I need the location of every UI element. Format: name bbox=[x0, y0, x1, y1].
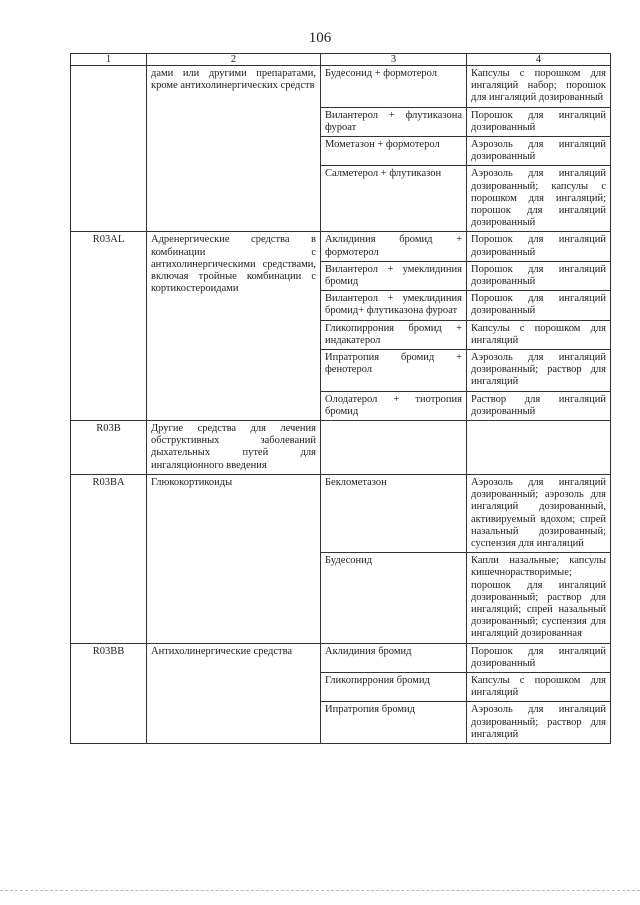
drug-name-cell: Беклометазон bbox=[321, 474, 467, 552]
atc-code-cell: R03BA bbox=[71, 474, 147, 643]
drug-name-cell: Будесонид bbox=[321, 553, 467, 643]
drug-name-cell bbox=[321, 421, 467, 475]
table-row bbox=[71, 474, 611, 552]
table-row bbox=[71, 421, 611, 475]
drug-name-cell: Мометазон + формотерол bbox=[321, 137, 467, 166]
group-description-cell: Другие средства для лечения обструктивных заболеваний дыхательных путей для ингаляционного введения bbox=[147, 421, 321, 475]
column-header: 3 bbox=[321, 54, 467, 66]
atc-code-cell: R03BB bbox=[71, 643, 147, 743]
drug-name-cell: Гликопиррония бромид + индакатерол bbox=[321, 320, 467, 349]
dosage-form-cell bbox=[467, 421, 611, 475]
page-number: 106 bbox=[308, 30, 332, 46]
drug-name-cell: Вилантерол + флутиказона фуроат bbox=[321, 107, 467, 136]
dosage-form-cell: Порошок для ингаляций дозированный bbox=[467, 643, 611, 672]
drug-name-cell: Ипратропия бромид + фенотерол bbox=[321, 350, 467, 392]
column-header: 1 bbox=[71, 54, 147, 66]
atc-code-cell: R03B bbox=[71, 421, 147, 475]
scan-artifact-line bbox=[0, 890, 640, 894]
header-row bbox=[71, 54, 611, 66]
atc-code-cell bbox=[71, 66, 147, 232]
dosage-form-cell: Аэрозоль для ингаляций дозированный bbox=[467, 137, 611, 166]
dosage-form-cell: Аэрозоль для ингаляций дозированный; раствор для ингаляций bbox=[467, 702, 611, 744]
group-description-cell: Глюкокортикоиды bbox=[147, 474, 321, 643]
dosage-form-cell: Капсулы с порошком для ингаляций bbox=[467, 320, 611, 349]
group-description-cell: дами или другими препаратами, кроме антихолинергических средств bbox=[147, 66, 321, 232]
drug-name-cell: Олодатерол + тиотропия бромид bbox=[321, 391, 467, 420]
drug-name-cell: Будесонид + формотерол bbox=[321, 66, 467, 108]
group-description-cell: Антихолинергические средства bbox=[147, 643, 321, 743]
dosage-form-cell: Раствор для ингаляций дозированный bbox=[467, 391, 611, 420]
drug-name-cell: Аклидиния бромид + формотерол bbox=[321, 232, 467, 261]
dosage-form-cell: Капсулы с порошком для ингаляций bbox=[467, 672, 611, 701]
atc-code-cell: R03AL bbox=[71, 232, 147, 421]
column-header: 2 bbox=[147, 54, 321, 66]
drug-name-cell: Салметерол + флутиказон bbox=[321, 166, 467, 232]
dosage-form-cell: Аэрозоль для ингаляций дозированный; капсулы с порошком для ингаляций; порошок для ингаляций дозированный bbox=[467, 166, 611, 232]
column-header: 4 bbox=[467, 54, 611, 66]
table-row bbox=[71, 66, 611, 108]
drug-table bbox=[70, 53, 611, 744]
drug-name-cell: Гликопиррония бромид bbox=[321, 672, 467, 701]
dosage-form-cell: Порошок для ингаляций дозированный bbox=[467, 232, 611, 261]
dosage-form-cell: Капли назальные; капсулы кишечнорастворимые; порошок для ингаляций дозированный; раствор для ингаляций; спрей назальный дозированный; суспензия для ингаляций дозированная bbox=[467, 553, 611, 643]
dosage-form-cell: Порошок для ингаляций дозированный bbox=[467, 261, 611, 290]
table-row bbox=[71, 643, 611, 672]
dosage-form-cell: Аэрозоль для ингаляций дозированный; аэрозоль для ингаляций дозированный, активируемый вдохом; спрей назальный дозированный; суспензия для ингаляций bbox=[467, 474, 611, 552]
drug-name-cell: Вилантерол + умеклидиния бромид+ флутиказона фуроат bbox=[321, 291, 467, 320]
table-row bbox=[71, 232, 611, 261]
drug-name-cell: Вилантерол + умеклидиния бромид bbox=[321, 261, 467, 290]
drug-name-cell: Ипратропия бромид bbox=[321, 702, 467, 744]
dosage-form-cell: Порошок для ингаляций дозированный bbox=[467, 291, 611, 320]
dosage-form-cell: Капсулы с порошком для ингаляций набор; порошок для ингаляций дозированный bbox=[467, 66, 611, 108]
drug-name-cell: Аклидиния бромид bbox=[321, 643, 467, 672]
dosage-form-cell: Аэрозоль для ингаляций дозированный; раствор для ингаляций bbox=[467, 350, 611, 392]
dosage-form-cell: Порошок для ингаляций дозированный bbox=[467, 107, 611, 136]
group-description-cell: Адренергические средства в комбинации с антихолинергическими средствами, включая тройные комбинации с кортикостероидами bbox=[147, 232, 321, 421]
